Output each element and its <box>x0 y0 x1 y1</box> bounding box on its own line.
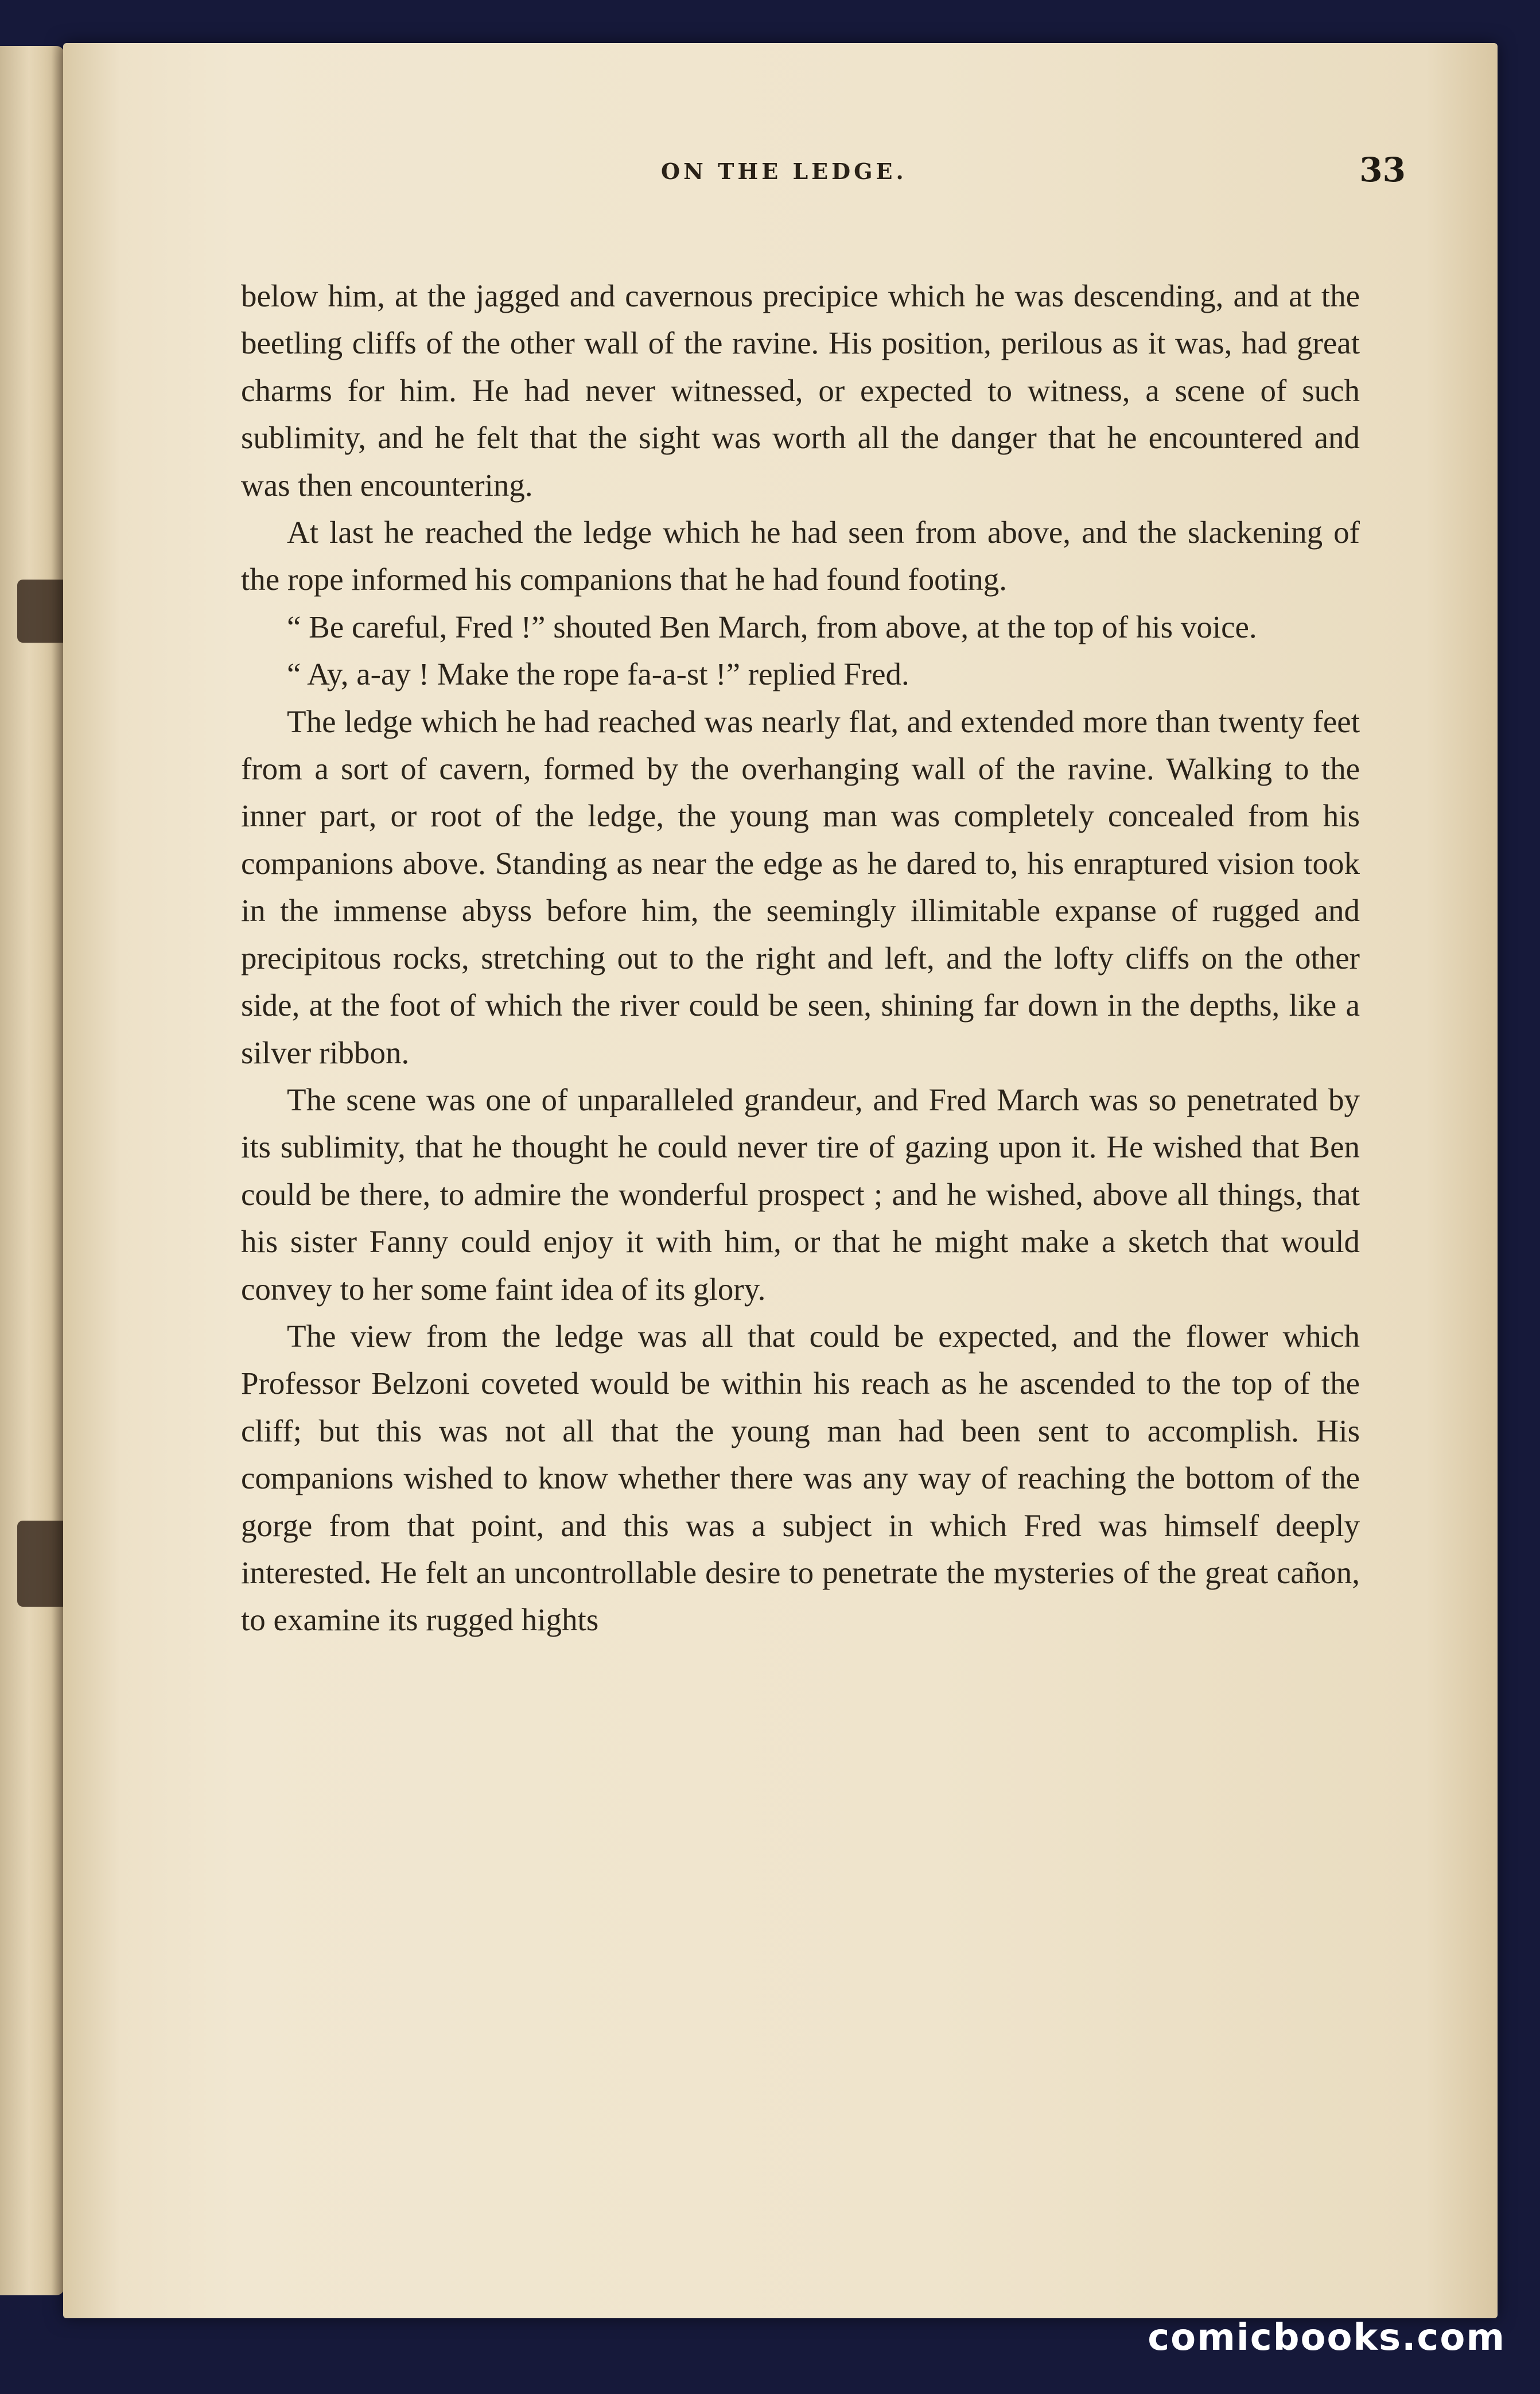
book-page <box>63 43 1498 2318</box>
paragraph-continued: below him, at the jagged and cavernous precipice which he was descending, and at the beetling cliffs of the other wall of the ravine. His position, perilous as it was, had great charms for him. He had never witnessed, or expected to witness, a scene of such sublimity, and he felt that the sight was worth all the danger that he encountered and was then encountering. <box>241 278 1360 503</box>
previous-page-edge <box>0 46 64 2295</box>
body-text <box>241 273 1360 1644</box>
paragraph: The ledge which he had reached was nearly flat, and extended more than twenty feet from a sort of cavern, formed by the overhanging wall of the ravine. Walking to the inner part, or root of the ledge, the young man was completely concealed from his companions above. Standing as near the edge as he dared to, his enraptured vision took in the immense abyss before him, the seemingly illimitable expanse of rugged and precipitous rocks, stretching out to the right and left, and the lofty cliffs on the other side, at the foot of which the river could be seen, shining far down in the depths, like a silver ribbon. <box>241 704 1360 1070</box>
paragraph: At last he reached the ledge which he had seen from above, and the slackening of the rope informed his companions that he had found footing. <box>241 515 1360 597</box>
paragraph: “ Ay, a-ay ! Make the rope fa-a-st !” replied Fred. <box>287 656 909 692</box>
running-header <box>63 150 1498 201</box>
paragraph: The view from the ledge was all that could be expected, and the flower which Professor Belzoni coveted would be within his reach as he ascended to the top of the cliff; but this was not all that the young man had been sent to accomplish. His companions wished to know whether there was any way of reaching the bottom of the gorge from that point, and this was a subject in which Fred was himself deeply interested. He felt an uncontrollable desire to penetrate the mysteries of the great cañon, to examine its rugged hights <box>241 1318 1360 1638</box>
running-header-title: ON THE LEDGE. <box>661 158 907 184</box>
page-number: 33 <box>1359 150 1406 189</box>
paragraph: “ Be careful, Fred !” shouted Ben March, from above, at the top of his voice. <box>287 609 1257 644</box>
paragraph: The scene was one of unparalleled grandeur, and Fred March was so penetrated by its sublimity, that he thought he could never tire of gazing upon it. He wished that Ben could be there, to admire the wonderful prospect ; and he wished, above all things, that his sister Fanny could enjoy it with him, or that he might make a sketch that would convey to her some faint idea of its glory. <box>241 1082 1360 1307</box>
site-watermark: comicbooks.com <box>1148 2317 1506 2359</box>
